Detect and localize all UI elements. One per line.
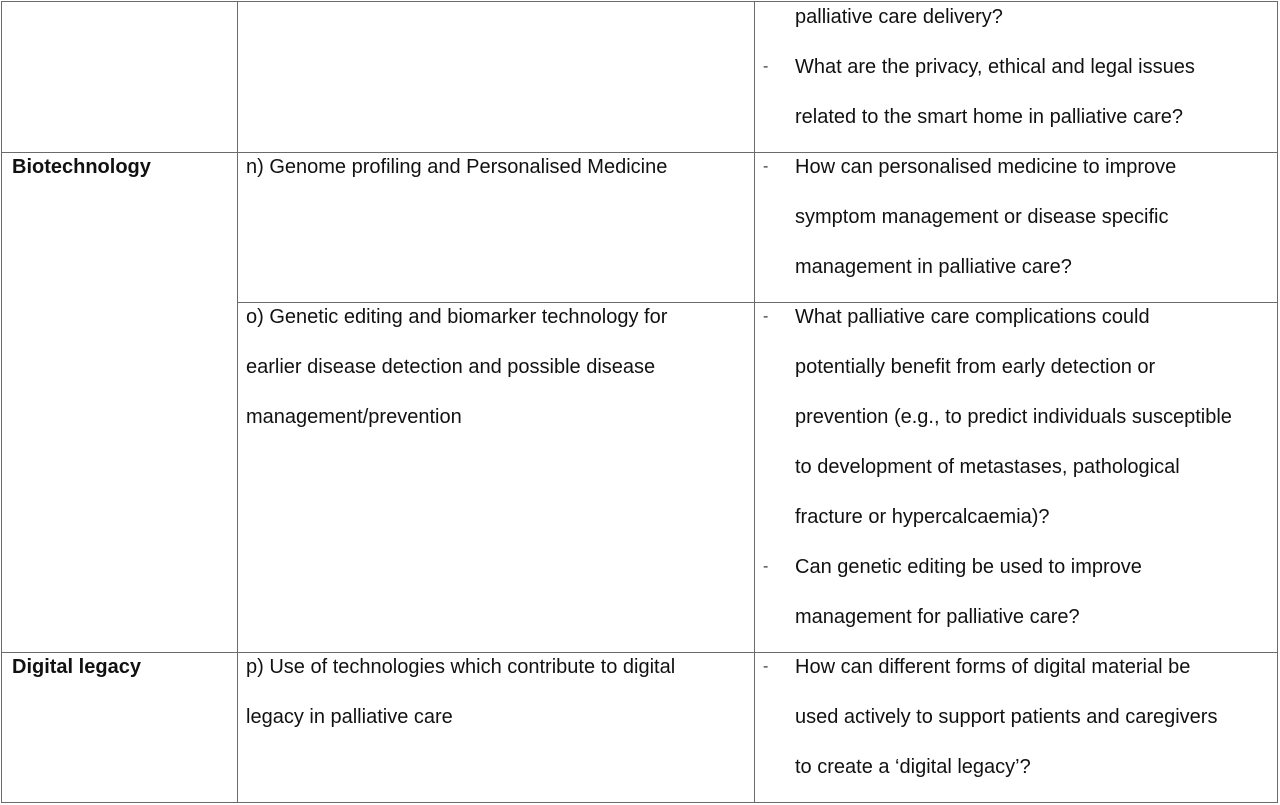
- question-line: to create a ‘digital legacy’?: [795, 756, 1031, 778]
- question-line: prevention (e.g., to predict individuals susceptible: [795, 406, 1232, 428]
- question-line: symptom management or disease specific: [795, 206, 1169, 228]
- category-label-biotechnology: Biotechnology: [12, 156, 151, 178]
- question-line: Can genetic editing be used to improve: [795, 556, 1142, 578]
- column-divider: [237, 2, 238, 802]
- topic-line: earlier disease detection and possible disease: [246, 356, 656, 378]
- question-line: fracture or hypercalcaemia)?: [795, 506, 1050, 528]
- bullet-dash: -: [763, 558, 769, 575]
- topic-line: management/prevention: [246, 406, 462, 428]
- topic-line: p) Use of technologies which contribute to digital: [246, 656, 676, 678]
- topic-line: o) Genetic editing and biomarker technology for: [246, 306, 668, 328]
- question-line: What are the privacy, ethical and legal issues: [795, 56, 1195, 78]
- bullet-dash: -: [763, 58, 769, 75]
- question-line: used actively to support patients and caregivers: [795, 706, 1218, 728]
- question-line: How can personalised medicine to improve: [795, 156, 1177, 178]
- bullet-dash: -: [763, 658, 769, 675]
- question-line: management for palliative care?: [795, 606, 1080, 628]
- question-line: related to the smart home in palliative care?: [795, 106, 1183, 128]
- bullet-dash: -: [763, 308, 769, 325]
- question-line: What palliative care complications could: [795, 306, 1150, 328]
- topic-line: legacy in palliative care: [246, 706, 453, 728]
- question-line: palliative care delivery?: [795, 6, 1003, 28]
- bullet-dash: -: [763, 158, 769, 175]
- question-line: management in palliative care?: [795, 256, 1072, 278]
- category-label-digital-legacy: Digital legacy: [12, 656, 141, 678]
- question-line: potentially benefit from early detection or: [795, 356, 1156, 378]
- column-divider: [754, 2, 755, 802]
- topic-line: n) Genome profiling and Personalised Medicine: [246, 156, 668, 178]
- research-questions-table: [1, 1, 1278, 803]
- question-line: How can different forms of digital material be: [795, 656, 1191, 678]
- question-line: to development of metastases, pathological: [795, 456, 1180, 478]
